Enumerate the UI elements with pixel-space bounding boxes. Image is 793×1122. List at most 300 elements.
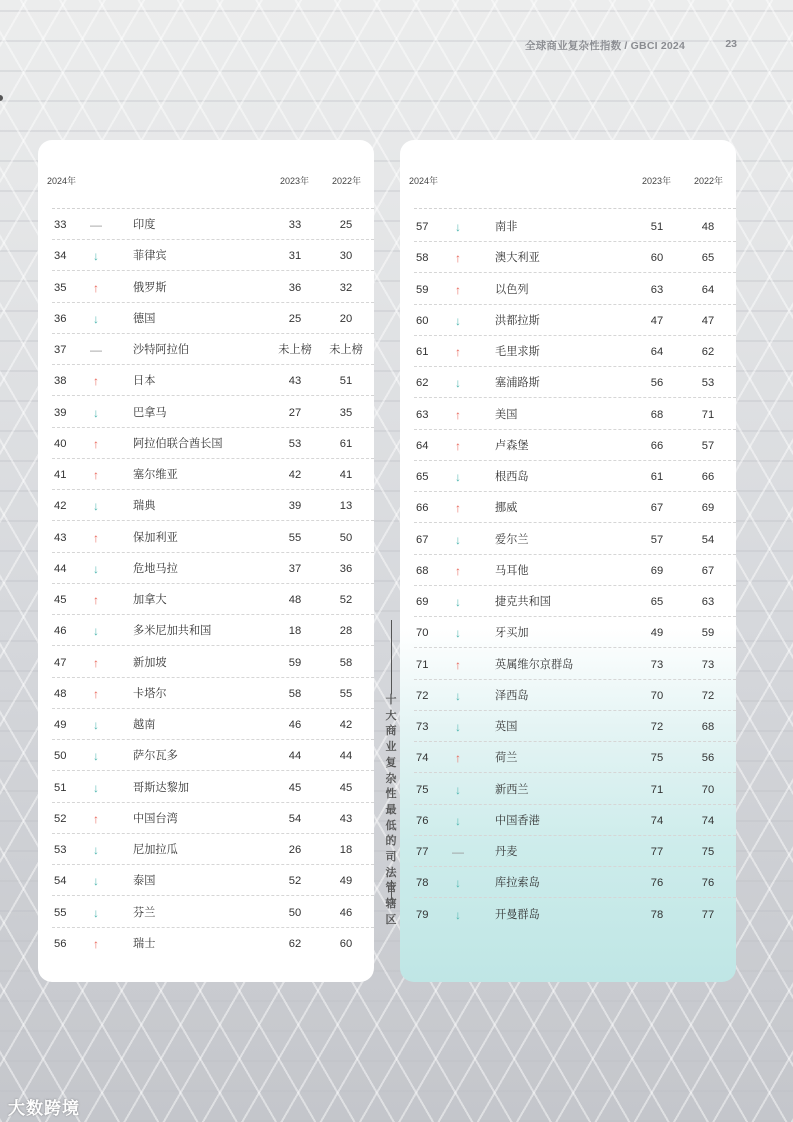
rank-2022-cell: 50 (339, 531, 353, 544)
rank-2022-cell: 51 (339, 375, 353, 388)
table-row (38, 773, 374, 803)
jurisdiction-name: 丹麦 (495, 846, 518, 858)
table-row (38, 898, 374, 928)
table-row (38, 585, 374, 615)
jurisdiction-name: 美国 (495, 408, 518, 421)
rank-2022-cell: 58 (339, 656, 353, 669)
rank-cell: 74 (416, 752, 429, 765)
rank-cell: 56 (54, 937, 67, 950)
column-header-2023: 2023年 (280, 176, 310, 186)
jurisdiction-name: 瑞典 (133, 500, 156, 513)
table-row (38, 616, 374, 646)
rank-cell: 73 (416, 721, 429, 733)
rank-2022-cell: 20 (339, 312, 353, 325)
rank-cell: 49 (54, 719, 67, 731)
jurisdiction-name: 印度 (133, 219, 156, 231)
trend-down-icon: ↓ (455, 220, 461, 234)
rank-2023-cell: 55 (288, 531, 302, 544)
rank-2023-cell: 49 (650, 627, 664, 640)
rank-cell: 38 (54, 375, 67, 388)
rank-2023-cell: 70 (650, 689, 664, 702)
rank-cell: 71 (416, 658, 429, 671)
rank-cell: 60 (416, 314, 429, 327)
trend-down-icon: ↓ (93, 905, 99, 920)
jurisdiction-name: 萨尔瓦多 (133, 750, 178, 763)
trend-down-icon: ↓ (93, 311, 99, 326)
rank-2023-cell: 66 (650, 439, 664, 452)
jurisdiction-name: 沙特阿拉伯 (133, 344, 189, 356)
column-header-2024: 2024年 (409, 176, 439, 186)
table-row (400, 400, 736, 430)
rank-2022-cell: 59 (701, 627, 715, 640)
trend-up-icon: ↑ (455, 282, 461, 297)
rank-2023-cell: 75 (650, 752, 664, 765)
table-row (400, 462, 736, 492)
bottom-ten-label: 十大商业复杂性最低的司法管辖区 (385, 694, 397, 926)
rank-2022-cell: 65 (701, 252, 715, 265)
table-row (38, 523, 374, 553)
table-row (400, 431, 736, 461)
table-row (38, 460, 374, 490)
trend-down-icon: ↓ (93, 749, 99, 764)
rank-2023-cell: 36 (288, 281, 302, 294)
rank-2023-cell: 未上榜 (278, 344, 312, 356)
rank-2022-cell: 69 (701, 502, 715, 515)
table-row (400, 525, 736, 555)
rank-2022-cell: 60 (339, 937, 353, 950)
rank-2022-cell: 41 (339, 469, 353, 481)
rank-cell: 48 (54, 687, 67, 700)
rank-cell: 77 (416, 846, 429, 858)
trend-down-icon: ↓ (455, 782, 461, 797)
jurisdiction-name: 危地马拉 (133, 562, 178, 575)
table-row (400, 837, 736, 867)
rank-2023-cell: 59 (288, 656, 302, 669)
rank-cell: 72 (416, 689, 429, 702)
rank-cell: 39 (54, 406, 67, 419)
table-row (38, 679, 374, 709)
rank-2022-cell: 36 (339, 562, 353, 575)
ranking-card-right (400, 140, 736, 982)
jurisdiction-name: 泰国 (133, 875, 156, 888)
jurisdiction-name: 英属维尔京群岛 (495, 658, 574, 671)
rank-cell: 78 (416, 877, 429, 890)
rank-2023-cell: 18 (288, 625, 302, 638)
rank-2023-cell: 50 (288, 906, 302, 919)
rank-2022-cell: 30 (339, 250, 353, 263)
rank-2022-cell: 66 (701, 471, 715, 483)
rank-2022-cell: 未上榜 (329, 344, 363, 356)
jurisdiction-name: 荷兰 (495, 752, 518, 765)
jurisdiction-name: 俄罗斯 (133, 281, 167, 294)
jurisdiction-name: 英国 (495, 721, 518, 733)
trend-down-icon: ↓ (455, 876, 461, 891)
brand-watermark: 大数跨境 (8, 1099, 80, 1118)
trend-down-icon: ↓ (93, 405, 99, 420)
rank-cell: 63 (416, 408, 429, 421)
rank-2022-cell: 28 (339, 625, 353, 638)
jurisdiction-name: 洪都拉斯 (495, 314, 540, 327)
jurisdiction-name: 开曼群岛 (495, 908, 540, 921)
trend-down-icon: ↓ (93, 718, 99, 732)
table-row (38, 866, 374, 896)
table-row (400, 212, 736, 242)
trend-down-icon: ↓ (93, 874, 99, 889)
jurisdiction-name: 保加利亚 (133, 531, 178, 544)
rank-2023-cell: 27 (288, 406, 302, 419)
trend-up-icon: ↑ (93, 936, 99, 951)
rank-2023-cell: 39 (288, 500, 302, 513)
rank-cell: 45 (54, 594, 67, 606)
rank-2023-cell: 47 (650, 314, 664, 327)
rank-2022-cell: 70 (701, 783, 715, 796)
table-row (38, 929, 374, 959)
jurisdiction-name: 哥斯达黎加 (133, 781, 189, 794)
table-row (38, 804, 374, 834)
trend-up-icon: ↑ (93, 374, 99, 389)
trend-down-icon: ↓ (93, 249, 99, 264)
rank-2023-cell: 63 (650, 283, 664, 296)
rank-cell: 79 (416, 908, 429, 921)
rank-2022-cell: 53 (701, 377, 715, 390)
rank-2023-cell: 72 (650, 721, 664, 733)
jurisdiction-name: 中国台湾 (133, 812, 178, 825)
table-row (400, 368, 736, 398)
trend-down-icon: ↓ (93, 499, 99, 514)
table-row (38, 398, 374, 428)
jurisdiction-name: 巴拿马 (133, 406, 167, 419)
rank-2022-cell: 47 (701, 314, 715, 327)
table-row (400, 556, 736, 586)
rank-2023-cell: 58 (288, 687, 302, 700)
running-head: 全球商业复杂性指数 / GBCI 2024 (525, 40, 685, 52)
jurisdiction-name: 菲律宾 (133, 250, 167, 263)
rank-2023-cell: 26 (288, 844, 302, 856)
jurisdiction-name: 以色列 (495, 283, 529, 296)
table-row (400, 775, 736, 805)
rank-cell: 76 (416, 814, 429, 827)
trend-down-icon: ↓ (455, 720, 461, 734)
jurisdiction-name: 库拉索岛 (495, 877, 540, 890)
rank-2023-cell: 33 (288, 219, 302, 231)
rank-2023-cell: 44 (288, 750, 302, 763)
table-row (38, 335, 374, 365)
rank-2022-cell: 44 (339, 750, 353, 763)
jurisdiction-name: 中国香港 (495, 814, 540, 827)
table-row (400, 243, 736, 273)
table-row (38, 835, 374, 865)
trend-up-icon: ↑ (455, 657, 461, 672)
rank-cell: 47 (54, 656, 67, 669)
table-row (400, 275, 736, 305)
rank-2022-cell: 49 (339, 875, 353, 888)
column-header-2023: 2023年 (642, 176, 672, 186)
rank-cell: 33 (54, 219, 67, 231)
rank-cell: 67 (416, 533, 429, 546)
rank-2023-cell: 67 (650, 502, 664, 515)
trend-same-icon: — (90, 343, 102, 357)
jurisdiction-name: 阿拉伯联合酋长国 (133, 437, 223, 450)
rank-2023-cell: 56 (650, 377, 664, 390)
jurisdiction-name: 毛里求斯 (495, 346, 540, 358)
jurisdiction-name: 塞浦路斯 (495, 377, 540, 390)
column-header-2022: 2022年 (694, 176, 724, 186)
rank-cell: 66 (416, 502, 429, 515)
rank-2022-cell: 54 (701, 533, 715, 546)
jurisdiction-name: 根西岛 (495, 471, 529, 483)
trend-down-icon: ↓ (455, 907, 461, 922)
ranking-card-left (38, 140, 374, 982)
trend-down-icon: ↓ (455, 595, 461, 609)
rank-cell: 59 (416, 283, 429, 296)
trend-down-icon: ↓ (455, 470, 461, 484)
trend-down-icon: ↓ (455, 313, 461, 328)
table-row (400, 681, 736, 711)
jurisdiction-name: 尼加拉瓜 (133, 844, 178, 856)
trend-up-icon: ↑ (455, 407, 461, 422)
column-header-2022: 2022年 (332, 176, 362, 186)
rank-2023-cell: 53 (288, 437, 302, 450)
jurisdiction-name: 卢森堡 (495, 439, 529, 452)
rank-2023-cell: 68 (650, 408, 664, 421)
rank-cell: 41 (54, 469, 67, 481)
table-row (38, 554, 374, 584)
rank-2022-cell: 77 (701, 908, 715, 921)
trend-up-icon: ↑ (93, 280, 99, 295)
table-row (400, 618, 736, 648)
table-row (38, 366, 374, 396)
rank-2023-cell: 31 (288, 250, 302, 263)
table-row (38, 241, 374, 271)
rank-2023-cell: 43 (288, 375, 302, 388)
rank-2023-cell: 69 (650, 564, 664, 577)
rank-2022-cell: 63 (701, 596, 715, 608)
trend-down-icon: ↓ (93, 624, 99, 639)
column-header-2024: 2024年 (47, 176, 77, 186)
jurisdiction-name: 新西兰 (495, 783, 529, 796)
jurisdiction-name: 加拿大 (133, 594, 167, 606)
rank-2023-cell: 71 (650, 783, 664, 796)
table-header (400, 174, 736, 188)
rank-2023-cell: 57 (650, 533, 664, 546)
rank-2023-cell: 62 (288, 937, 302, 950)
rank-2023-cell: 60 (650, 252, 664, 265)
rank-2023-cell: 65 (650, 596, 664, 608)
rank-2022-cell: 55 (339, 687, 353, 700)
rank-cell: 46 (54, 625, 67, 638)
trend-up-icon: ↑ (455, 563, 461, 578)
rank-cell: 52 (54, 812, 67, 825)
header-divider (52, 208, 374, 209)
page-number: 23 (725, 38, 737, 50)
rank-cell: 34 (54, 250, 67, 263)
rank-cell: 54 (54, 875, 67, 888)
header-divider (414, 208, 736, 209)
table-header (38, 174, 374, 188)
rank-2023-cell: 48 (288, 594, 302, 606)
trend-down-icon: ↓ (93, 843, 99, 857)
rank-2022-cell: 64 (701, 283, 715, 296)
table-row (38, 210, 374, 240)
trend-up-icon: ↑ (93, 655, 99, 670)
rank-cell: 55 (54, 906, 67, 919)
table-row (38, 741, 374, 771)
rank-2022-cell: 35 (339, 406, 353, 419)
rank-cell: 75 (416, 783, 429, 796)
rank-cell: 35 (54, 281, 67, 294)
trend-up-icon: ↑ (455, 501, 461, 516)
table-row (38, 710, 374, 740)
rank-2022-cell: 18 (339, 844, 353, 856)
rank-2022-cell: 43 (339, 812, 353, 825)
table-row (400, 493, 736, 523)
rank-2022-cell: 57 (701, 439, 715, 452)
rank-cell: 36 (54, 312, 67, 325)
rank-2022-cell: 46 (339, 906, 353, 919)
rank-cell: 53 (54, 844, 67, 856)
rank-2023-cell: 25 (288, 312, 302, 325)
rank-cell: 58 (416, 252, 429, 265)
jurisdiction-name: 德国 (133, 312, 156, 325)
trend-down-icon: ↓ (93, 561, 99, 576)
table-row (400, 650, 736, 680)
rank-cell: 61 (416, 346, 429, 358)
trend-same-icon: — (90, 218, 102, 232)
rank-2022-cell: 68 (701, 721, 715, 733)
rank-2022-cell: 52 (339, 594, 353, 606)
rank-2022-cell: 61 (339, 437, 353, 450)
rank-2022-cell: 45 (339, 781, 353, 794)
rank-2022-cell: 67 (701, 564, 715, 577)
table-row (400, 900, 736, 930)
rank-2022-cell: 13 (339, 500, 353, 513)
jurisdiction-name: 牙买加 (495, 627, 529, 640)
table-row (400, 306, 736, 336)
trend-up-icon: ↑ (93, 686, 99, 701)
table-row (400, 806, 736, 836)
trend-up-icon: ↑ (93, 530, 99, 545)
rank-2023-cell: 45 (288, 781, 302, 794)
trend-down-icon: ↓ (455, 813, 461, 828)
trend-up-icon: ↑ (455, 751, 461, 766)
rank-2023-cell: 74 (650, 814, 664, 827)
rank-cell: 44 (54, 562, 67, 575)
rank-cell: 57 (416, 221, 429, 233)
rank-2022-cell: 32 (339, 281, 353, 294)
jurisdiction-name: 澳大利亚 (495, 252, 540, 265)
trend-up-icon: ↑ (93, 593, 99, 607)
rank-cell: 70 (416, 627, 429, 640)
table-row (400, 712, 736, 742)
rank-cell: 42 (54, 500, 67, 513)
rank-2022-cell: 73 (701, 658, 715, 671)
trend-up-icon: ↑ (93, 468, 99, 482)
jurisdiction-name: 瑞士 (133, 937, 156, 950)
edge-dot (0, 95, 3, 101)
rank-2023-cell: 78 (650, 908, 664, 921)
trend-down-icon: ↓ (455, 626, 461, 641)
table-row (38, 429, 374, 459)
rank-2023-cell: 54 (288, 812, 302, 825)
rank-2023-cell: 37 (288, 562, 302, 575)
jurisdiction-name: 塞尔维亚 (133, 469, 178, 481)
trend-down-icon: ↓ (455, 688, 461, 703)
rank-2022-cell: 56 (701, 752, 715, 765)
rank-2022-cell: 76 (701, 877, 715, 890)
rank-cell: 50 (54, 750, 67, 763)
jurisdiction-name: 芬兰 (133, 906, 156, 919)
jurisdiction-name: 南非 (495, 221, 518, 233)
rank-2022-cell: 25 (339, 219, 353, 231)
rank-2023-cell: 64 (650, 346, 664, 358)
table-row (38, 273, 374, 303)
table-row (400, 587, 736, 617)
rank-cell: 43 (54, 531, 67, 544)
rank-2022-cell: 42 (339, 719, 353, 731)
jurisdiction-name: 新加坡 (133, 656, 167, 669)
rank-2023-cell: 76 (650, 877, 664, 890)
rank-2022-cell: 74 (701, 814, 715, 827)
rank-2023-cell: 73 (650, 658, 664, 671)
jurisdiction-name: 爱尔兰 (495, 533, 529, 546)
trend-up-icon: ↑ (455, 345, 461, 359)
jurisdiction-name: 捷克共和国 (495, 596, 551, 608)
table-row (38, 304, 374, 334)
rank-2022-cell: 75 (701, 846, 715, 858)
trend-up-icon: ↑ (455, 438, 461, 453)
rank-cell: 37 (54, 344, 67, 356)
jurisdiction-name: 日本 (133, 375, 156, 388)
rank-2023-cell: 77 (650, 846, 664, 858)
jurisdiction-name: 泽西岛 (495, 689, 529, 702)
rank-cell: 40 (54, 437, 67, 450)
rank-cell: 68 (416, 564, 429, 577)
rank-2022-cell: 72 (701, 689, 715, 702)
table-row (400, 743, 736, 773)
rank-2023-cell: 46 (288, 719, 302, 731)
trend-down-icon: ↓ (455, 376, 461, 391)
table-row (38, 491, 374, 521)
trend-down-icon: ↓ (455, 532, 461, 547)
rank-2023-cell: 51 (650, 221, 664, 233)
jurisdiction-name: 马耳他 (495, 564, 529, 577)
rank-cell: 62 (416, 377, 429, 390)
table-row (400, 868, 736, 898)
jurisdiction-name: 多米尼加共和国 (133, 625, 212, 638)
table-row (38, 648, 374, 678)
rank-2023-cell: 52 (288, 875, 302, 888)
rank-cell: 65 (416, 471, 429, 483)
rank-2023-cell: 61 (650, 471, 664, 483)
rank-2022-cell: 48 (701, 221, 715, 233)
trend-up-icon: ↑ (455, 251, 461, 266)
rank-2023-cell: 42 (288, 469, 302, 481)
trend-up-icon: ↑ (93, 436, 99, 451)
bracket-line (391, 620, 392, 694)
trend-down-icon: ↓ (93, 780, 99, 795)
rank-cell: 64 (416, 439, 429, 452)
rank-2022-cell: 71 (701, 408, 715, 421)
rank-cell: 69 (416, 596, 429, 608)
trend-same-icon: — (452, 845, 464, 859)
jurisdiction-name: 挪威 (495, 502, 518, 515)
rank-cell: 51 (54, 781, 67, 794)
table-row (400, 337, 736, 367)
jurisdiction-name: 越南 (133, 719, 156, 731)
jurisdiction-name: 卡塔尔 (133, 687, 167, 700)
trend-up-icon: ↑ (93, 811, 99, 826)
rank-2022-cell: 62 (701, 346, 715, 358)
